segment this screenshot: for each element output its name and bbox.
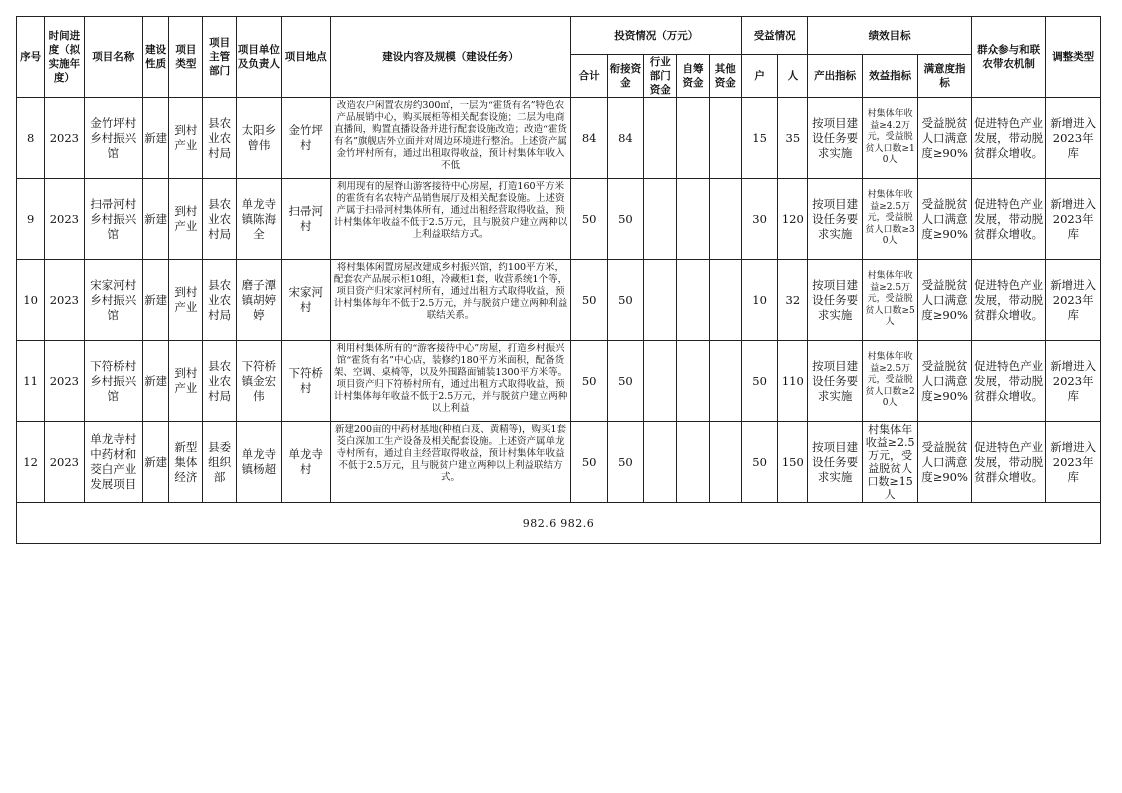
- cell-owner: 单龙寺镇陈海全: [236, 179, 281, 260]
- cell-linked: 84: [607, 98, 643, 179]
- cell-type: 到村产业: [169, 260, 203, 341]
- cell-households: 50: [741, 341, 777, 422]
- header-content: 建设内容及规模（建设任务）: [330, 17, 571, 98]
- cell-output: 按项目建设任务要求实施: [808, 341, 862, 422]
- header-benefit: 受益情况: [741, 17, 808, 55]
- linked-amount: 982.6: [560, 516, 595, 530]
- header-owner: 项目单位及负责人: [236, 17, 281, 98]
- cell-type: 新型集体经济: [169, 422, 203, 503]
- cell-name: 扫帚河村乡村振兴馆: [84, 179, 142, 260]
- header-name: 项目名称: [84, 17, 142, 98]
- header-investment: 投资情况（万元）: [571, 17, 741, 55]
- cell-location: 单龙寺村: [282, 422, 330, 503]
- cell-households: 30: [741, 179, 777, 260]
- cell-location: 宋家河村: [282, 260, 330, 341]
- cell-output: 按项目建设任务要求实施: [808, 98, 862, 179]
- cell-persons: 35: [778, 98, 808, 179]
- header-mechanism: 群众参与和联农带农机制: [971, 17, 1046, 98]
- totals-row: [17, 503, 1101, 544]
- header-nature: 建设性质: [143, 17, 169, 98]
- cell-self: [677, 98, 709, 179]
- header-goals: 绩效目标: [808, 17, 971, 55]
- project-table: [16, 16, 1101, 544]
- cell-nature: 新建: [143, 260, 169, 341]
- cell-nature: 新建: [143, 422, 169, 503]
- header-location: 项目地点: [282, 17, 330, 98]
- cell-nature: 新建: [143, 179, 169, 260]
- cell-type: 到村产业: [169, 179, 203, 260]
- table-row: [17, 422, 1101, 503]
- cell-effect: 村集体年收益≥2.5万元，受益脱贫人口数≥15人: [862, 422, 917, 503]
- cell-year: 2023: [45, 179, 84, 260]
- cell-total: 50: [571, 422, 607, 503]
- cell-dept: 县农业农村局: [203, 260, 236, 341]
- cell-industry: [644, 260, 677, 341]
- cell-total: 50: [571, 341, 607, 422]
- table-row: [17, 260, 1101, 341]
- cell-industry: [644, 179, 677, 260]
- cell-self: [677, 179, 709, 260]
- cell-industry: [644, 341, 677, 422]
- cell-industry: [644, 98, 677, 179]
- cell-other: [709, 179, 741, 260]
- cell-type: 到村产业: [169, 98, 203, 179]
- cell-location: 下符桥村: [282, 341, 330, 422]
- cell-year: 2023: [45, 98, 84, 179]
- content-text: 将村集体闲置房屋改建成乡村振兴馆，约100平方米，配套农产品展示柜10组，冷藏柜1套，收营系统1个等，项目资产归宋家河村所有，通过出租方式取得收益，预计村集体每年不低于2.5万元，并与脱贫户建立两种利益联结关系。: [333, 262, 568, 321]
- totals-cell: [17, 503, 1101, 544]
- header-type: 项目类型: [169, 17, 203, 98]
- cell-adjust: 新增进入2023年库: [1046, 422, 1101, 503]
- cell-satisfaction: 受益脱贫人口满意度≥90%: [918, 341, 971, 422]
- header-seq: 序号: [17, 17, 45, 98]
- header-other: 其他资金: [709, 55, 741, 98]
- cell-seq: 11: [17, 341, 45, 422]
- cell-year: 2023: [45, 341, 84, 422]
- cell-seq: 9: [17, 179, 45, 260]
- cell-dept: 县农业农村局: [203, 341, 236, 422]
- cell-output: 按项目建设任务要求实施: [808, 260, 862, 341]
- header-output: 产出指标: [808, 55, 862, 98]
- content-text: 新建200亩的中药材基地(种植白芨、黄精等)，购买1套茭白深加工生产设备及相关配套设施。上述资产属单龙寺村所有，通过自主经营取得收益，预计村集体年收益不低于2.5万元，且与脱贫户建立两种以上利益联结方式。: [334, 424, 567, 483]
- cell-linked: 50: [607, 179, 643, 260]
- cell-households: 15: [741, 98, 777, 179]
- cell-content: [330, 341, 571, 422]
- cell-owner: 磨子潭镇胡婷婷: [236, 260, 281, 341]
- cell-total: 50: [571, 260, 607, 341]
- cell-name: 宋家河村乡村振兴馆: [84, 260, 142, 341]
- cell-location: 扫帚河村: [282, 179, 330, 260]
- cell-output: 按项目建设任务要求实施: [808, 179, 862, 260]
- cell-effect: 村集体年收益≥2.5万元，受益脱贫人口数≥20人: [862, 341, 917, 422]
- cell-mechanism: 促进特色产业发展，带动脱贫群众增收。: [971, 179, 1046, 260]
- content-text: 改造农户闲置农房约300㎡，一层为“霍货有名”特色农产品展销中心，购买展柜等相关配套设施；二层为电商直播间，购置直播设备并进行配套设施改造；改造“霍货有名”旗舰店外立面并对周边环境进行整治。上述资产属金竹坪村所有，通过出租取得收益，预计村集体年收入不低: [334, 100, 567, 171]
- cell-name: 金竹坪村乡村振兴馆: [84, 98, 142, 179]
- cell-dept: 县委组织部: [203, 422, 236, 503]
- header-adjust: 调整类型: [1046, 17, 1101, 98]
- cell-seq: 12: [17, 422, 45, 503]
- content-text: 利用村集体所有的“游客接待中心”房屋，打造乡村振兴馆“霍货有名”中心店，装修约180平方米面积，配备货架、空调、桌椅等，以及外围路面铺装1300平方米等。项目资产归下符桥村所有，通过出租方式取得收益，预计村集体每年收益不低于2.5万元，并与脱贫户建立两种以上利益: [333, 343, 568, 414]
- cell-satisfaction: 受益脱贫人口满意度≥90%: [918, 179, 971, 260]
- cell-households: 50: [741, 422, 777, 503]
- header-satisfaction: 满意度指标: [918, 55, 971, 98]
- cell-other: [709, 260, 741, 341]
- cell-total: 84: [571, 98, 607, 179]
- cell-nature: 新建: [143, 98, 169, 179]
- cell-linked: 50: [607, 341, 643, 422]
- cell-persons: 32: [778, 260, 808, 341]
- header-persons: 人: [778, 55, 808, 98]
- cell-satisfaction: 受益脱贫人口满意度≥90%: [918, 98, 971, 179]
- content-text: 利用现有的屋脊山游客接待中心房屋，打造160平方米的霍货有名农特产品销售展厅及相关配套设施。上述资产属于扫帚河村集体所有，通过出租经营取得收益，预计村集体年收益不低于2.5万元，且与脱贫户建立两种以上利益联结方式。: [333, 181, 568, 240]
- cell-content: [330, 260, 571, 341]
- cell-owner: 太阳乡曾伟: [236, 98, 281, 179]
- cell-adjust: 新增进入2023年库: [1046, 260, 1101, 341]
- cell-content: [330, 98, 571, 179]
- header-year: 时间进度（拟实施年度）: [45, 17, 84, 98]
- cell-persons: 120: [778, 179, 808, 260]
- header-dept: 项目主管部门: [203, 17, 236, 98]
- cell-self: [677, 341, 709, 422]
- cell-location: 金竹坪村: [282, 98, 330, 179]
- cell-owner: 下符桥镇金宏伟: [236, 341, 281, 422]
- header-self: 自筹资金: [677, 55, 709, 98]
- cell-other: [709, 98, 741, 179]
- cell-adjust: 新增进入2023年库: [1046, 98, 1101, 179]
- cell-content: [330, 422, 571, 503]
- table-row: [17, 98, 1101, 179]
- cell-dept: 县农业农村局: [203, 98, 236, 179]
- cell-mechanism: 促进特色产业发展，带动脱贫群众增收。: [971, 98, 1046, 179]
- cell-seq: 8: [17, 98, 45, 179]
- cell-other: [709, 422, 741, 503]
- cell-households: 10: [741, 260, 777, 341]
- header-households: 户: [741, 55, 777, 98]
- header-row-1: [17, 17, 1101, 55]
- cell-mechanism: 促进特色产业发展，带动脱贫群众增收。: [971, 260, 1046, 341]
- cell-output: 按项目建设任务要求实施: [808, 422, 862, 503]
- cell-persons: 150: [778, 422, 808, 503]
- total-amount: 982.6: [522, 516, 557, 530]
- cell-effect: 村集体年收益≥2.5万元，受益脱贫人口数≥30人: [862, 179, 917, 260]
- cell-self: [677, 422, 709, 503]
- header-linked: 衔接资金: [607, 55, 643, 98]
- cell-dept: 县农业农村局: [203, 179, 236, 260]
- cell-linked: 50: [607, 260, 643, 341]
- cell-effect: 村集体年收益≥4.2万元，受益脱贫人口数≥10人: [862, 98, 917, 179]
- cell-total: 50: [571, 179, 607, 260]
- cell-adjust: 新增进入2023年库: [1046, 179, 1101, 260]
- cell-mechanism: 促进特色产业发展，带动脱贫群众增收。: [971, 422, 1046, 503]
- cell-content: [330, 179, 571, 260]
- header-effect: 效益指标: [862, 55, 917, 98]
- cell-self: [677, 260, 709, 341]
- cell-nature: 新建: [143, 341, 169, 422]
- cell-satisfaction: 受益脱贫人口满意度≥90%: [918, 422, 971, 503]
- cell-mechanism: 促进特色产业发展，带动脱贫群众增收。: [971, 341, 1046, 422]
- cell-satisfaction: 受益脱贫人口满意度≥90%: [918, 260, 971, 341]
- cell-linked: 50: [607, 422, 643, 503]
- cell-seq: 10: [17, 260, 45, 341]
- cell-effect: 村集体年收益≥2.5万元，受益脱贫人口数≥5人: [862, 260, 917, 341]
- cell-name: 下符桥村乡村振兴馆: [84, 341, 142, 422]
- cell-year: 2023: [45, 260, 84, 341]
- cell-type: 到村产业: [169, 341, 203, 422]
- cell-year: 2023: [45, 422, 84, 503]
- cell-industry: [644, 422, 677, 503]
- cell-persons: 110: [778, 341, 808, 422]
- table-row: [17, 341, 1101, 422]
- cell-adjust: 新增进入2023年库: [1046, 341, 1101, 422]
- cell-owner: 单龙寺镇杨超: [236, 422, 281, 503]
- cell-name: 单龙寺村中药材和茭白产业发展项目: [84, 422, 142, 503]
- header-total: 合计: [571, 55, 607, 98]
- table-row: [17, 179, 1101, 260]
- header-industry: 行业部门资金: [644, 55, 677, 98]
- cell-other: [709, 341, 741, 422]
